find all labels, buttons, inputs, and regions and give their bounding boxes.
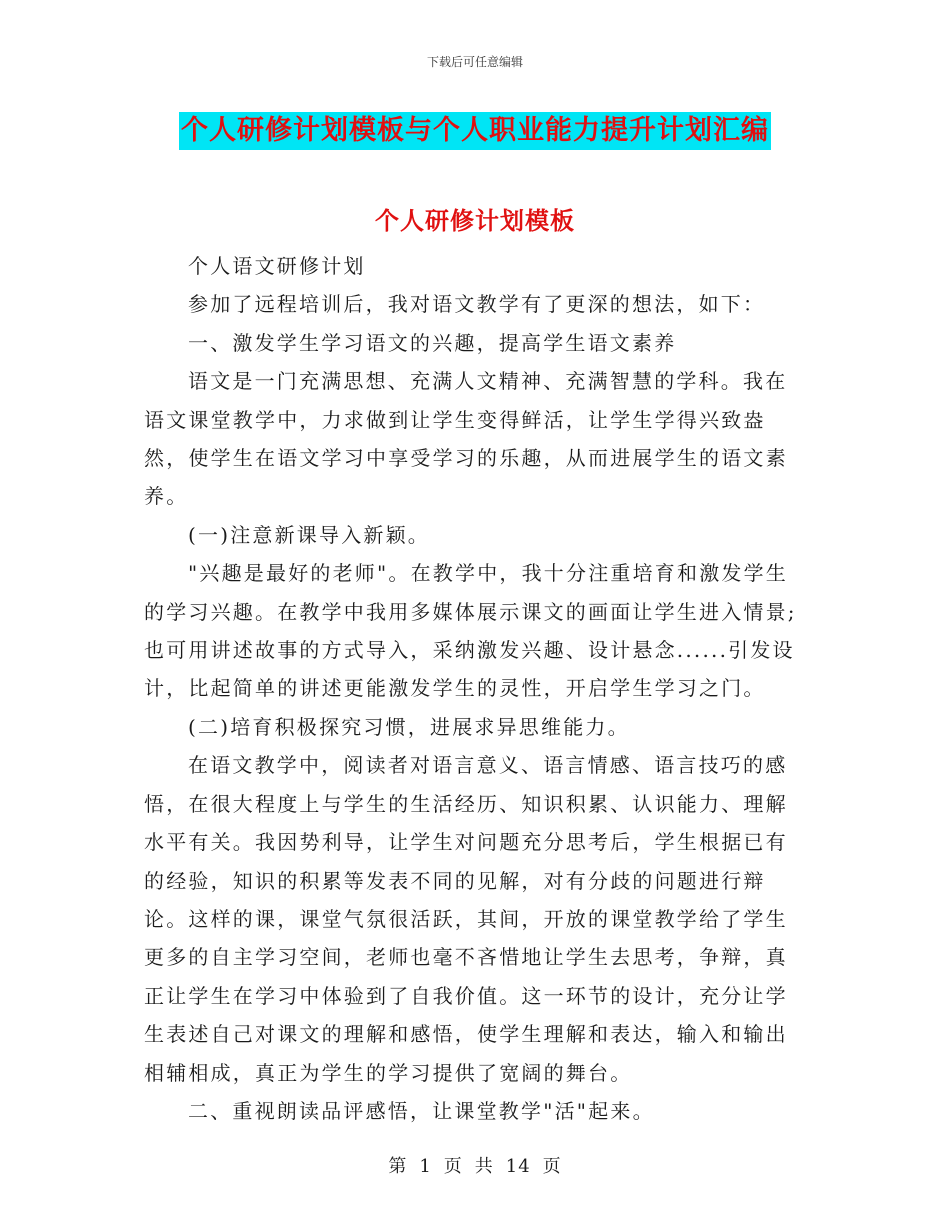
document-title: 个人研修计划模板与个人职业能力提升计划汇编 [179, 112, 771, 150]
footer-suffix: 页 [542, 1156, 562, 1177]
paragraph: "兴趣是最好的老师"。在教学中，我十分注重培育和激发学生的学习兴趣。在教学中我用多媒体展示课文的画面让学生进入情景;也可用讲述故事的方式导入，采纳激发兴趣、设计悬念......引发设计，比起简单的讲述更能激发学生的灵性，开启学生学习之门。 [144, 561, 797, 701]
paragraph: 语文是一门充满思想、充满人文精神、充满智慧的学科。我在语文课堂教学中，力求做到让学生变得鲜活，让学生学得兴致盎然，使学生在语文学习中享受学习的乐趣，从而进展学生的语文素养。 [144, 369, 788, 509]
heading-one: 一、激发学生学习语文的兴趣，提高学生语文素养 [188, 330, 677, 355]
header-note: 下载后可任意编辑 [426, 55, 523, 69]
paragraph-subtitle: 个人语文研修计划 [188, 254, 366, 278]
subheading-one: (一)注意新课导入新颖。 [188, 522, 431, 547]
footer-prefix: 第 [388, 1156, 408, 1177]
paragraph: 在语文教学中，阅读者对语言意义、语言情感、语言技巧的感悟，在很大程度上与学生的生活经历、知识积累、认识能力、理解水平有关。我因势利导，让学生对问题充分思考后，学生根据已有的经验，知识的积累等发表不同的见解，对有分歧的问题进行辩论。这样的课，课堂气氛很活跃，其间，开放的课堂教学给了学生更多的自主学习空间，老师也毫不吝惜地让学生去思考，争辩，真正让学生在学习中体验到了自我价值。这一环节的设计，充分让学生表述自己对课文的理解和感悟，使学生理解和表达，输入和输出相辅相成，真正为学生的学习提供了宽阔的舞台。 [144, 753, 788, 1085]
paragraph-intro: 参加了远程培训后，我对语文教学有了更深的想法，如下： [188, 292, 766, 317]
footer-total-pages: 14 [505, 1156, 531, 1177]
document-title-container [0, 112, 950, 150]
footer-of: 共 [474, 1156, 494, 1177]
heading-two: 二、重视朗读品评感悟，让课堂教学"活"起来。 [188, 1098, 655, 1123]
footer-page-number: 1 [419, 1156, 432, 1177]
footer-mid: 页 [443, 1156, 463, 1177]
section-title: 个人研修计划模板 [375, 207, 575, 235]
subheading-two: (二)培育积极探究习惯，进展求异思维能力。 [188, 714, 630, 739]
document-body [144, 247, 808, 1130]
page-footer [0, 1152, 950, 1178]
